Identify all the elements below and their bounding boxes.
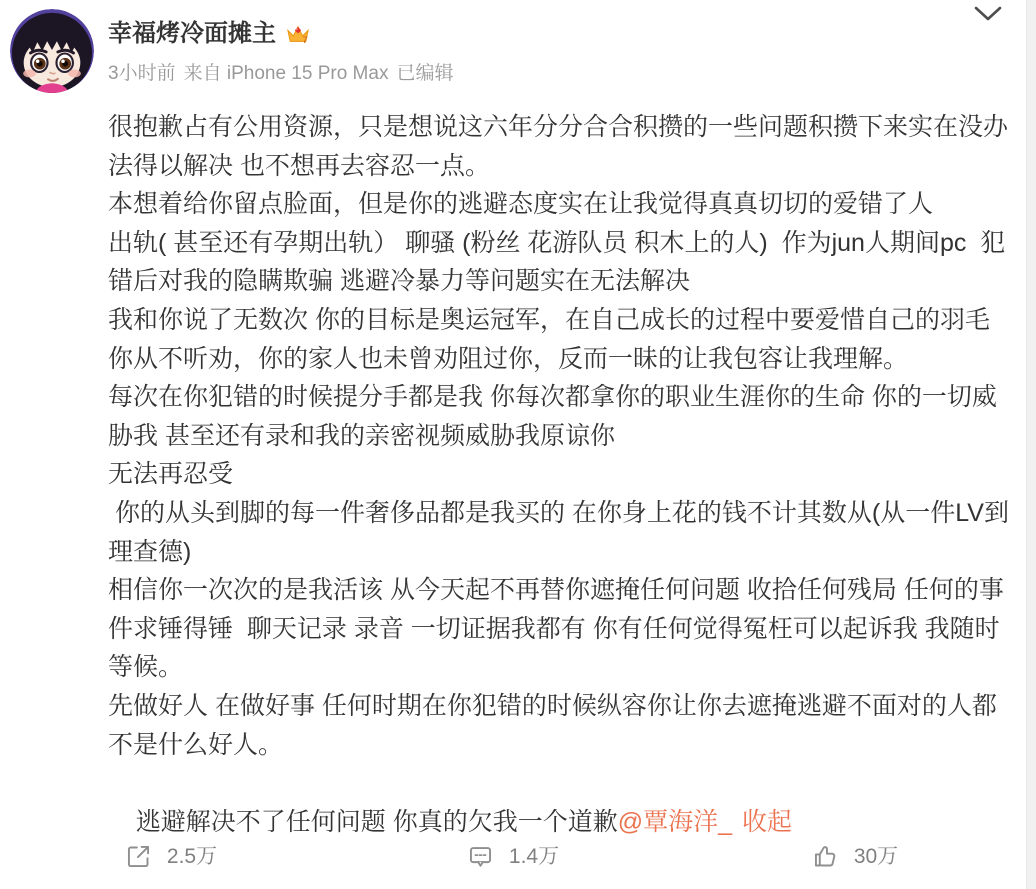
- post-line: 件求锤得锤 聊天记录 录音 一切证据我都有 你有任何觉得冤枉可以起诉我 我随时: [108, 614, 1000, 643]
- post-line: 法得以解决 也不想再去容忍一点。: [108, 151, 490, 180]
- repost-icon: [125, 843, 152, 870]
- vip-crown-icon[interactable]: [284, 22, 312, 46]
- repost-button[interactable]: [0, 843, 342, 870]
- post-line: 胁我 甚至还有录和我的亲密视频威胁我原谅你: [108, 421, 615, 450]
- post-line: 很抱歉占有公用资源，只是想说这六年分分合合积攒的一些问题积攒下来实在没办: [108, 113, 1009, 141]
- post-content: [108, 108, 1024, 880]
- post-line: 你的从头到脚的每一件奢侈品都是我买的 在你身上花的钱不计其数从(从一件LV到: [108, 498, 1009, 527]
- post-source[interactable]: 来自 iPhone 15 Pro Max: [183, 63, 389, 84]
- post-line: 你从不听劝，你的家人也未曾劝阻过你，反而一昧的让我包容让我理解。: [108, 344, 909, 373]
- chevron-down-icon[interactable]: [974, 6, 1002, 24]
- repost-count: 2.5万: [166, 844, 218, 868]
- avatar[interactable]: [10, 9, 94, 93]
- post-line: 错后对我的隐瞒欺骗 逃避冷暴力等问题实在无法解决: [108, 267, 690, 296]
- post-meta: [108, 58, 453, 85]
- collapse-post-link[interactable]: 收起: [742, 807, 793, 836]
- like-button[interactable]: [684, 843, 1026, 870]
- edited-label: 已编辑: [396, 63, 454, 84]
- comment-icon: [467, 843, 494, 870]
- post-line: 理查德): [108, 537, 192, 566]
- post-line: 出轨( 甚至还有孕期出轨） 聊骚 (粉丝 花游队员 积木上的人) 作为jun人期间pc 犯: [108, 228, 1006, 257]
- post-line-text: 逃避解决不了任何问题 你真的欠我一个道歉: [135, 807, 618, 836]
- username[interactable]: 幸福烤冷面摊主: [108, 20, 276, 47]
- comment-count: 1.4万: [508, 844, 560, 868]
- scrollbar-track[interactable]: [1026, 0, 1036, 889]
- timestamp: 3小时前: [108, 63, 176, 84]
- thumbs-up-icon: [812, 843, 839, 870]
- post-line: 等候。: [108, 653, 184, 682]
- post-header: [108, 20, 312, 49]
- post-line: 相信你一次次的是我活该 从今天起不再替你遮掩任何问题 收拾任何残局 任何的事: [108, 576, 1004, 605]
- post-line: 本想着给你留点脸面，但是你的逃避态度实在让我觉得真真切切的爱错了人: [108, 190, 934, 219]
- post-line: 不是什么好人。: [108, 730, 284, 759]
- post-line: 我和你说了无数次 你的目标是奥运冠军，在自己成长的过程中要爱惜自己的羽毛: [108, 305, 990, 334]
- action-bar: [0, 830, 1026, 882]
- post-line: 每次在你犯错的时候提分手都是我 你每次都拿你的职业生涯你的生命 你的一切威: [108, 383, 997, 412]
- post-line: 先做好人 在做好事 任何时期在你犯错的时候纵容你让你去遮掩逃避不面对的人都: [108, 691, 997, 720]
- mention-link[interactable]: @覃海洋_: [617, 807, 733, 836]
- comment-button[interactable]: [342, 843, 684, 870]
- post-line: 无法再忍受: [108, 460, 234, 489]
- like-count: 30万: [853, 844, 899, 868]
- svg-text:7: 7: [302, 35, 308, 46]
